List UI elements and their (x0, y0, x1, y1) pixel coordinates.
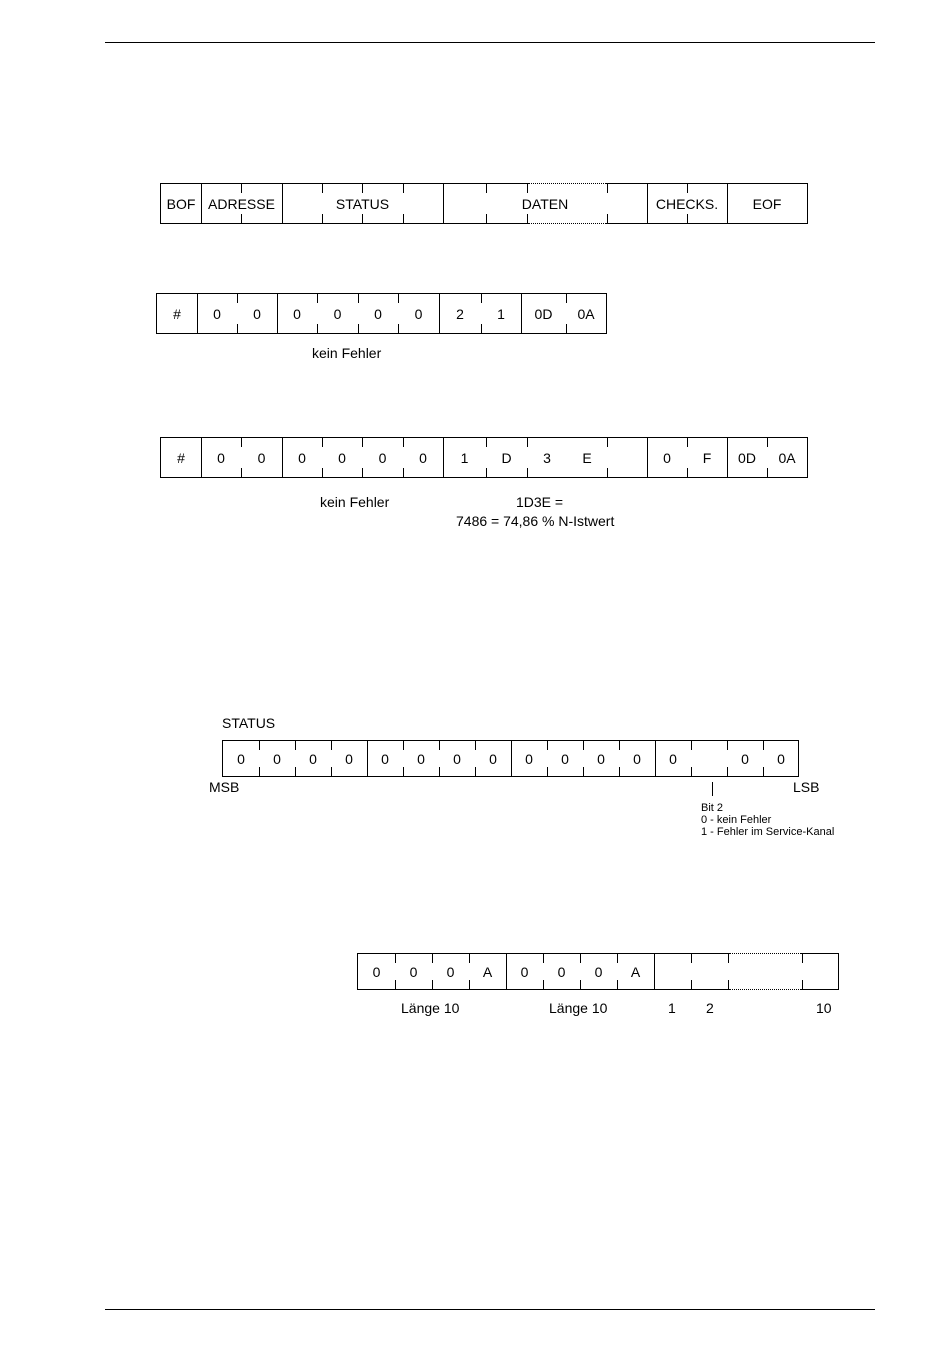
footer-rule (105, 1309, 875, 1310)
cell: 0 (663, 449, 671, 466)
cell: # (177, 449, 185, 466)
cell: D (501, 449, 512, 466)
cell: 0 (414, 305, 423, 322)
status-bit: 0 (237, 750, 245, 767)
status-word-diagram (222, 740, 799, 777)
length-cell: 0 (409, 963, 418, 980)
cell: 0 (253, 305, 261, 322)
length-cell: 0 (372, 963, 381, 980)
status-bit: 0 (345, 750, 353, 767)
status-bit (691, 741, 727, 776)
status-bit: 0 (561, 750, 569, 767)
example-long-data-annotation-1: 1D3E = (516, 494, 564, 510)
status-bit: 0 (453, 750, 461, 767)
length-index-2: 2 (706, 1000, 714, 1016)
status-bit: 0 (381, 750, 389, 767)
field-adresse: ADRESSE (208, 195, 275, 212)
length-cell: A (482, 963, 493, 980)
example-long-status-annotation: kein Fehler (320, 494, 390, 510)
cell: 0 (338, 449, 346, 466)
status-bit: 0 (741, 750, 749, 767)
cell: 0D (738, 449, 756, 466)
cell: 0A (778, 449, 796, 466)
bit2-note-title: Bit 2 (701, 802, 724, 814)
bit2-pointer-line (712, 782, 713, 796)
cell: 0 (217, 449, 225, 466)
length-label-second: Länge 10 (549, 1000, 608, 1016)
field-eof: EOF (752, 195, 782, 212)
cell: 2 (456, 305, 464, 322)
status-bit: 0 (777, 750, 785, 767)
status-bit: 0 (597, 750, 605, 767)
cell: 0 (333, 305, 342, 322)
field-daten: DATEN (521, 195, 569, 212)
length-index-1: 1 (668, 1000, 676, 1016)
example-long-diagram (160, 437, 808, 478)
status-word-title: STATUS (222, 715, 276, 731)
length-index-10: 10 (816, 1000, 832, 1016)
length-label-first: Länge 10 (401, 1000, 460, 1016)
length-cell: 0 (446, 963, 455, 980)
cell: 0 (257, 449, 266, 466)
length-block-diagram (357, 953, 839, 990)
length-cell: 0 (557, 963, 566, 980)
status-bit: 0 (309, 750, 317, 767)
field-checksum: CHECKS. (655, 195, 719, 212)
cell: 0A (577, 305, 595, 322)
status-bit: 0 (417, 750, 425, 767)
bit2-note-ok: 0 - kein Fehler (701, 814, 772, 826)
cell: 0 (378, 449, 387, 466)
cell: F (702, 449, 712, 466)
length-cell: 0 (594, 963, 603, 980)
status-bit: 0 (633, 750, 641, 767)
header-rule (105, 42, 875, 43)
example-short-diagram (156, 293, 607, 334)
status-bit: 0 (273, 750, 281, 767)
example-short-annotation: kein Fehler (312, 345, 382, 361)
field-status: STATUS (335, 195, 390, 212)
bit2-note-error: 1 - Fehler im Service-Kanal (701, 826, 835, 838)
field-bof: BOF (166, 195, 196, 212)
length-cell: 0 (520, 963, 529, 980)
status-bit: 0 (669, 750, 677, 767)
length-cell: A (630, 963, 641, 980)
status-bit: 0 (525, 750, 533, 767)
cell: 3 (543, 449, 551, 466)
cell: 0 (293, 305, 301, 322)
cell: 1 (460, 449, 469, 466)
cell: # (173, 305, 181, 322)
lsb-label: LSB (793, 779, 820, 795)
cell: 0 (213, 305, 221, 322)
cell: 0 (298, 449, 306, 466)
cell: 0 (419, 449, 427, 466)
cell: 0 (374, 305, 382, 322)
frame-structure-diagram (160, 183, 808, 224)
status-bit: 0 (489, 750, 497, 767)
cell: E (582, 449, 592, 466)
example-long-data-annotation-2: 7486 = 74,86 % N-Istwert (456, 513, 615, 529)
cell: 1 (497, 305, 505, 322)
cell (607, 438, 647, 477)
cell: 0D (534, 305, 553, 322)
msb-label: MSB (209, 779, 240, 795)
